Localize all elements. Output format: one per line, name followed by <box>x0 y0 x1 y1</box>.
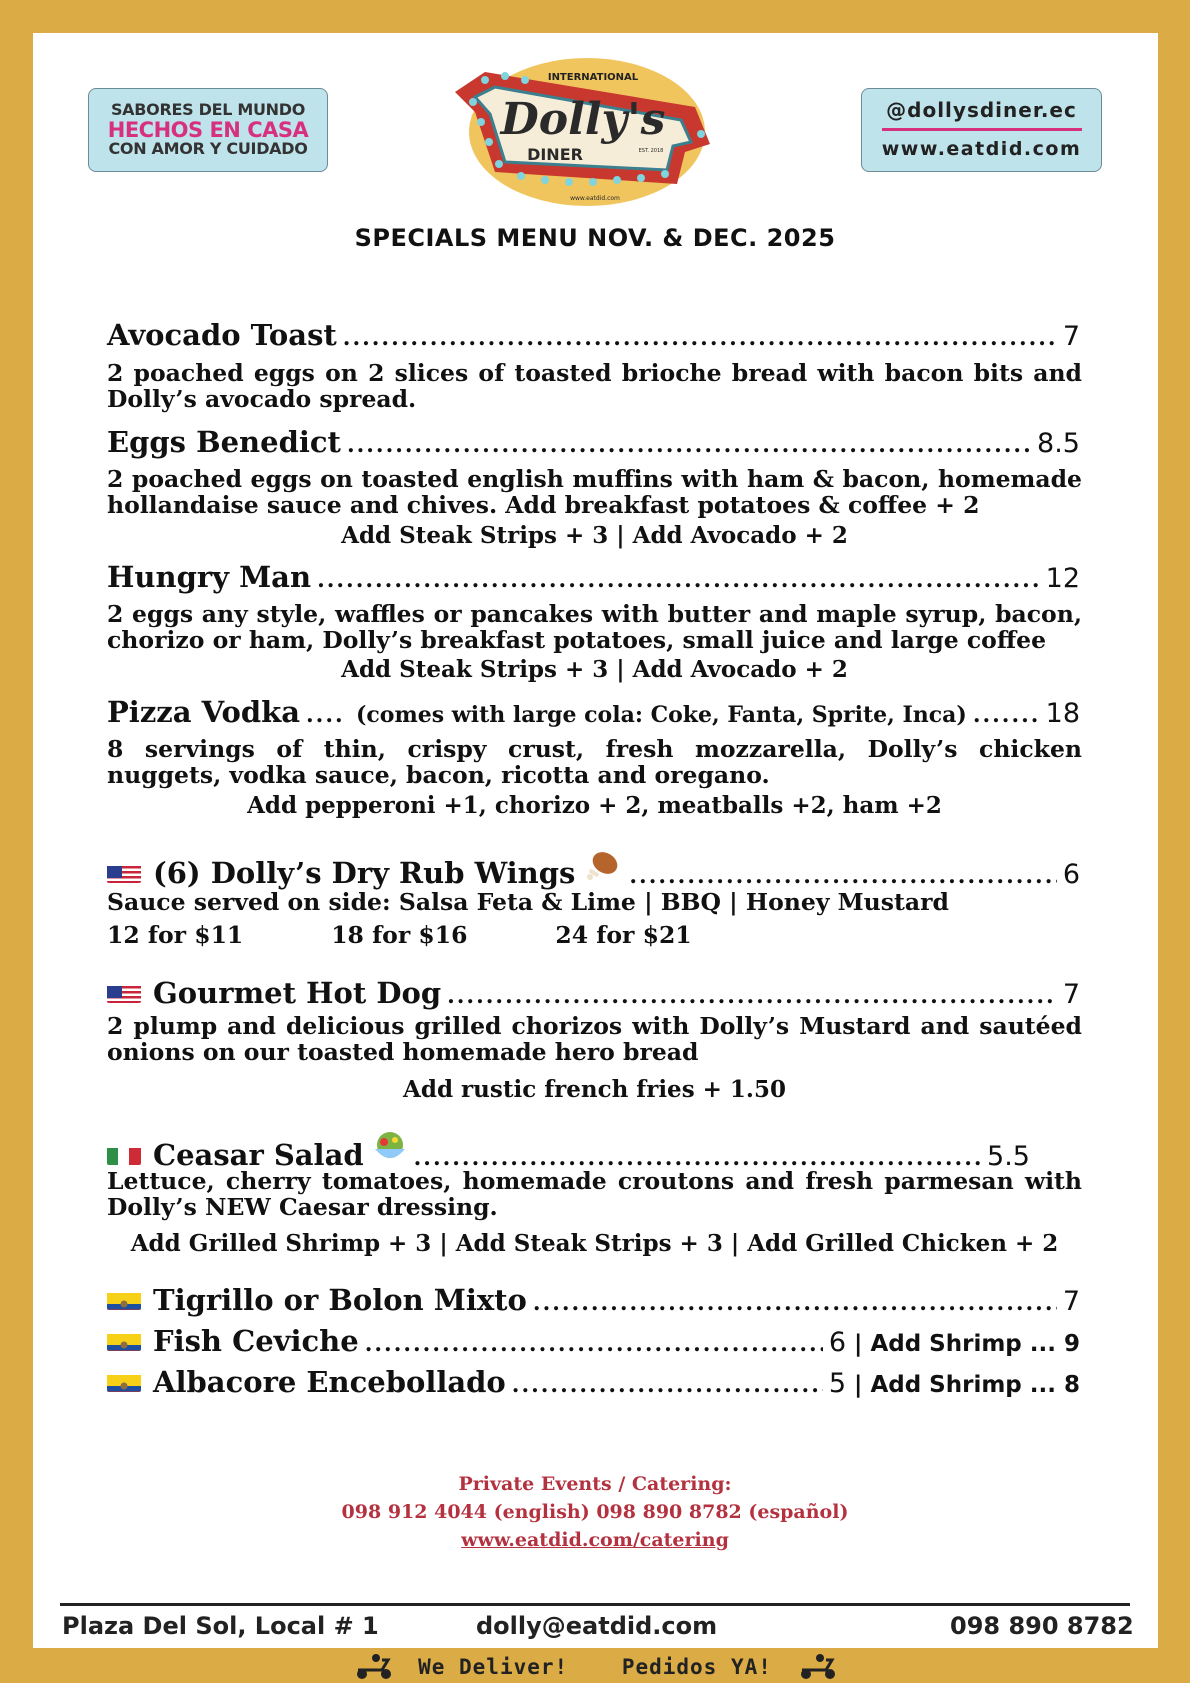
logo-est: EST. 2018 <box>638 148 664 154</box>
item-addon: Add Steak Strips + 3 | Add Avocado + 2 <box>341 522 848 549</box>
wings-sauce-note: Sauce served on side: Salsa Feta & Lime | BBQ | Honey Mustard <box>107 888 949 916</box>
item-note: (comes with large cola: Coke, Fanta, Sprite, Inca) <box>356 702 967 728</box>
item-description: 2 plump and delicious grilled chorizos with Dolly’s Mustard and sautéed onions on our toasted homemade hero bread <box>107 1012 1082 1066</box>
leader-dots <box>317 567 1040 593</box>
item-description: Lettuce, cherry tomatoes, homemade croutons and fresh parmesan with Dolly’s NEW Caesar dressing. <box>107 1167 1082 1221</box>
item-name: Hungry Man <box>107 560 312 594</box>
item-dry-rub-wings <box>107 849 1080 890</box>
slogan-badge <box>88 88 328 172</box>
leader-dots <box>512 1372 823 1398</box>
leader-dots <box>533 1290 1057 1316</box>
wings-size-18: 18 for $16 <box>331 921 468 949</box>
item-tigrillo <box>107 1283 1080 1317</box>
item-name: Tigrillo or Bolon Mixto <box>153 1283 527 1317</box>
footer-divider <box>60 1603 1130 1606</box>
shrimp-addon: | Add Shrimp ... 8 <box>854 1372 1080 1398</box>
item-name: Avocado Toast <box>107 318 337 352</box>
menu-title: SPECIALS MENU NOV. & DEC. 2025 <box>354 224 836 252</box>
usa-flag-icon <box>107 861 141 883</box>
item-name: Albacore Encebollado <box>153 1365 506 1399</box>
logo-international: INTERNATIONAL <box>547 72 639 83</box>
footer-email[interactable]: dolly@eatdid.com <box>476 1612 718 1640</box>
item-price: 7 <box>1062 1286 1080 1317</box>
leader-dots <box>343 325 1057 351</box>
item-name: Fish Ceviche <box>153 1324 359 1358</box>
pedidos-text: Pedidos YA! <box>621 1655 772 1679</box>
chicken-leg-icon <box>583 849 623 890</box>
catering-label: Private Events / Catering: <box>458 1473 732 1495</box>
item-addon: Add rustic french fries + 1.50 <box>403 1076 786 1103</box>
item-price: 8.5 <box>1037 428 1080 459</box>
salad-bowl-icon <box>372 1131 408 1172</box>
menu-sheet <box>33 33 1158 1648</box>
item-price: 7 <box>1062 979 1080 1010</box>
badge-divider <box>882 128 1082 131</box>
social-badge <box>861 88 1102 172</box>
item-description: 2 poached eggs on 2 slices of toasted brioche bread with bacon bits and Dolly’s avocado spread. <box>107 359 1082 413</box>
item-name: Ceasar Salad <box>153 1138 364 1172</box>
catering-link[interactable]: www.eatdid.com/catering <box>461 1529 729 1551</box>
item-price: 6 <box>828 1327 847 1358</box>
item-eggs-benedict <box>107 425 1080 459</box>
item-name: Gourmet Hot Dog <box>153 976 442 1010</box>
logo-name: Dolly's <box>500 94 666 145</box>
item-price: 6 <box>1062 859 1080 890</box>
logo-url: www.eatdid.com <box>570 195 620 202</box>
item-name: (6) Dolly’s Dry Rub Wings <box>153 856 576 890</box>
leader-dots <box>973 702 1040 728</box>
footer-phone[interactable]: 098 890 8782 <box>950 1612 1134 1640</box>
slogan-line-3: CON AMOR Y CUIDADO <box>108 139 308 159</box>
wings-size-24: 24 for $21 <box>555 921 692 949</box>
item-addon: Add pepperoni +1, chorizo + 2, meatballs +2, ham +2 <box>247 792 942 819</box>
leader-dots <box>306 702 346 728</box>
item-albacore-encebollado <box>107 1365 1080 1399</box>
slogan-line-1: SABORES DEL MUNDO <box>110 100 306 120</box>
logo-diner: DINER <box>527 145 583 164</box>
italy-flag-icon <box>107 1143 141 1165</box>
instagram-handle[interactable]: @dollysdiner.ec <box>886 98 1077 123</box>
catering-phones: 098 912 4044 (english) 098 890 8782 (español) <box>341 1501 849 1523</box>
item-name: Eggs Benedict <box>107 425 341 459</box>
item-price: 5 <box>828 1368 847 1399</box>
catering-link-row <box>0 1529 1190 1551</box>
item-price: 5.5 <box>987 1141 1030 1172</box>
item-gourmet-hot-dog <box>107 976 1080 1010</box>
wings-size-prices <box>107 921 692 949</box>
item-pizza-vodka <box>107 695 1080 729</box>
we-deliver-text: We Deliver! <box>418 1655 569 1679</box>
website-link[interactable]: www.eatdid.com <box>881 138 1082 161</box>
item-description: 8 servings of thin, crispy crust, fresh mozzarella, Dolly’s chicken nuggets, vodka sauce, bacon, ricotta and oregano. <box>107 735 1082 789</box>
scooter-icon <box>796 1655 838 1679</box>
item-addon: Add Steak Strips + 3 | Add Avocado + 2 <box>341 656 848 683</box>
ecuador-flag-icon <box>107 1288 141 1310</box>
item-addon: Add Grilled Shrimp + 3 | Add Steak Strips + 3 | Add Grilled Chicken + 2 <box>130 1230 1059 1257</box>
item-description: 2 poached eggs on toasted english muffins with ham & bacon, homemade hollandaise sauce and chives. Add breakfast potatoes & coffee + 2 <box>107 465 1082 519</box>
item-hungry-man <box>107 560 1080 594</box>
scooter-icon <box>352 1655 408 1679</box>
leader-dots <box>347 432 1031 458</box>
item-price: 18 <box>1045 698 1080 729</box>
item-fish-ceviche <box>107 1324 1080 1358</box>
leader-dots <box>365 1331 823 1357</box>
leader-dots <box>629 863 1056 889</box>
delivery-banner <box>0 1652 1190 1680</box>
slogan-line-2: HECHOS EN CASA <box>107 117 309 142</box>
item-caesar-salad <box>107 1131 1030 1172</box>
leader-dots <box>447 983 1057 1009</box>
item-price: 7 <box>1062 321 1080 352</box>
wings-size-12: 12 for $11 <box>107 921 244 949</box>
footer-address: Plaza Del Sol, Local # 1 <box>62 1612 379 1640</box>
shrimp-addon: | Add Shrimp ... 9 <box>854 1331 1080 1357</box>
item-avocado-toast <box>107 318 1080 352</box>
item-description: 2 eggs any style, waffles or pancakes with butter and maple syrup, bacon, chorizo or ham, Dolly’s breakfast potatoes, small juice and large coffee <box>107 600 1082 654</box>
usa-flag-icon <box>107 981 141 1003</box>
ecuador-flag-icon <box>107 1370 141 1392</box>
ecuador-flag-icon <box>107 1329 141 1351</box>
item-price: 12 <box>1045 563 1080 594</box>
dollys-diner-logo <box>445 52 725 212</box>
item-name: Pizza Vodka <box>107 695 300 729</box>
